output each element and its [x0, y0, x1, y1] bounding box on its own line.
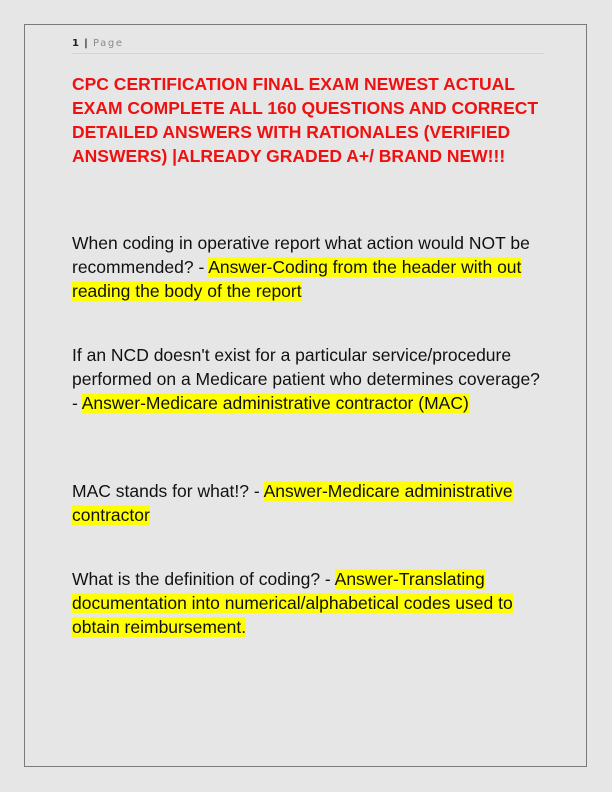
qa-item — [72, 479, 542, 527]
answer-text: Answer-Coding from the header with out reading the body of the report — [72, 257, 522, 301]
qa-item — [72, 567, 542, 639]
question-text: MAC stands for what!? - — [72, 481, 264, 501]
page-number: 1 — [72, 38, 79, 49]
answer-text: Answer-Medicare administrative contractor — [72, 481, 513, 525]
answer-text: Answer-Translating documentation into numerical/alphabetical codes used to obtain reimbursement. — [72, 569, 513, 637]
page-separator: | — [84, 38, 88, 49]
question-text: When coding in operative report what action would NOT be recommended? - — [72, 233, 530, 277]
page-word: Page — [93, 38, 124, 49]
document-title: CPC CERTIFICATION FINAL EXAM NEWEST ACTUAL EXAM COMPLETE ALL 160 QUESTIONS AND CORRECT DETAILED ANSWERS WITH RATIONALES (VERIFIED ANSWERS) |ALREADY GRADED A+/ BRAND NEW!!! — [72, 74, 539, 166]
document-page — [24, 24, 587, 767]
answer-text: Answer-Medicare administrative contractor (MAC) — [81, 393, 469, 413]
question-text: If an NCD doesn't exist for a particular service/procedure performed on a Medicare patient who determines coverage? - — [72, 345, 540, 413]
qa-item — [72, 231, 542, 303]
question-text: What is the definition of coding? - — [72, 569, 335, 589]
qa-item — [72, 343, 542, 415]
page-header — [72, 37, 544, 54]
